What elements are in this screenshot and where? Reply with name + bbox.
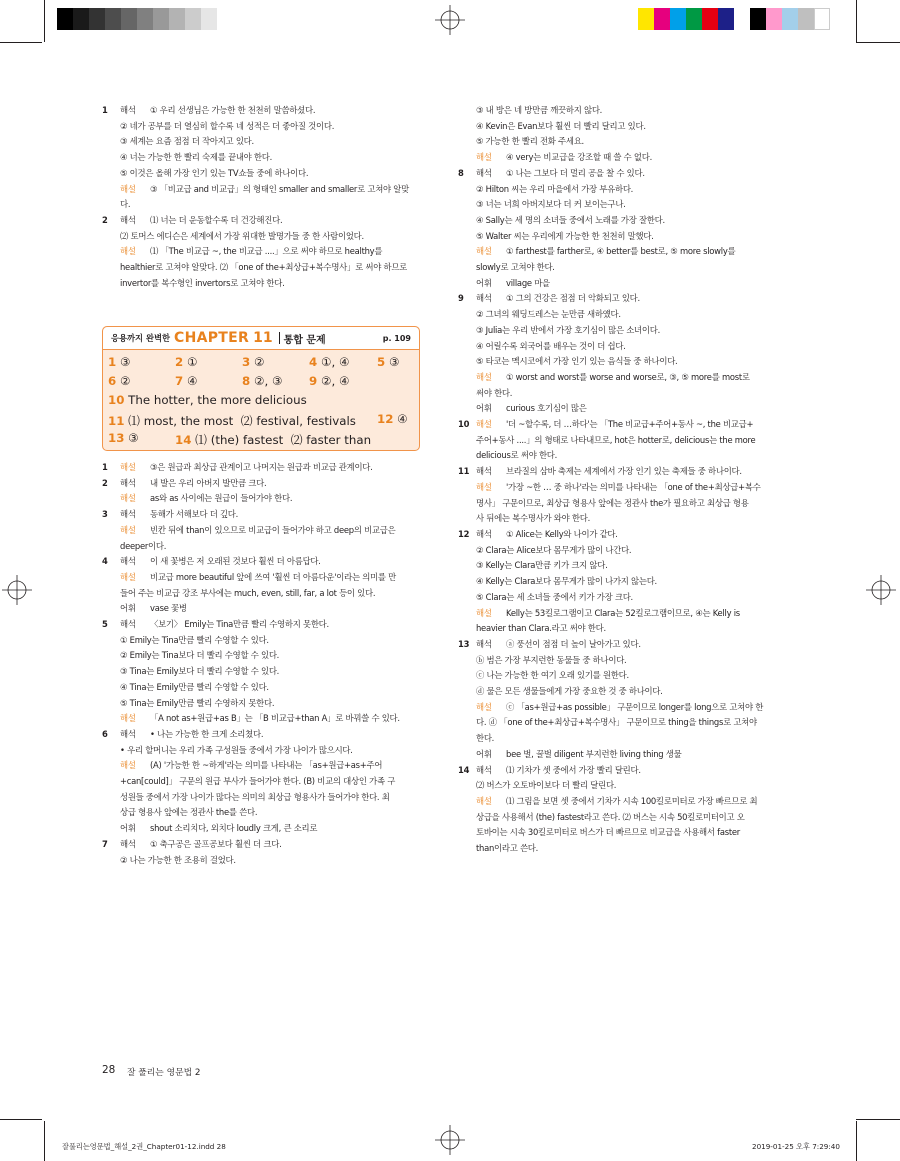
text-line: ⑤ 가능한 한 빨리 전화 주세요.	[476, 136, 584, 147]
explanation-item-3	[102, 507, 422, 523]
explanation-item-5	[102, 617, 422, 633]
text-line: ② 그녀의 웨딩드레스는 눈만큼 새하얬다.	[476, 309, 621, 320]
answer-number: 10	[108, 393, 125, 407]
color-bar-grayscale	[57, 8, 217, 30]
label-explanation: 해설	[120, 571, 136, 582]
answer-key	[377, 355, 400, 369]
label-vocabulary: 어휘	[120, 603, 136, 614]
explanation-item-6	[102, 727, 422, 743]
text-line: ③ 세계는 요즘 점점 더 작아지고 있다.	[120, 136, 254, 147]
item-number: 11	[458, 466, 470, 477]
registration-mark-top	[435, 5, 465, 35]
text-line: ① 나는 그보다 더 멀리 공을 찰 수 있다.	[506, 167, 645, 178]
answer-key	[309, 355, 350, 369]
text-line: healthier로 고쳐야 알맞다. ⑵ 「one of the+최상급+복수명사」로 써야 하므로	[120, 262, 408, 273]
text-line: invertor를 복수형인 invertors로 고쳐야 한다.	[120, 277, 285, 288]
answer-value: ③	[128, 431, 139, 445]
text-line: 주어+동사 ....」의 형태로 나타내므로, hot은 hotter로, delicious는 the more	[476, 434, 756, 445]
label-explanation: 해설	[476, 152, 492, 163]
right-column	[458, 103, 778, 857]
text-line: ① 우리 선생님은 가능한 한 천천히 말씀하셨다.	[150, 105, 316, 115]
swatch	[782, 8, 798, 30]
answer-value: ④	[186, 374, 198, 388]
trim-mark	[0, 1119, 42, 1120]
text-line: ⑤ Tina는 Emily만큼 빨리 수영하지 못한다.	[120, 697, 275, 708]
answer-value: ②, ③	[253, 374, 283, 388]
text-line: ⑤ 타코는 멕시코에서 가장 인기 있는 음식들 중 하나이다.	[476, 356, 678, 367]
explanation	[458, 244, 778, 260]
text-line: ⑴ 너는 더 운동할수록 더 건강해진다.	[150, 214, 283, 225]
answer-key-row-1	[108, 355, 131, 369]
label-translation: 해석	[120, 214, 136, 225]
text-line: 다. ⓓ 「one of the+최상급+복수명사」 구문이므로 thing을 things로 고쳐야	[476, 717, 757, 728]
text-line: ⑴ 기차가 셋 중에서 가장 빨리 달린다.	[506, 764, 641, 775]
answer-number: 5	[377, 355, 386, 369]
explanation	[102, 711, 422, 727]
item-number: 6	[102, 728, 108, 739]
trim-mark	[856, 0, 857, 42]
item-number: 8	[458, 167, 464, 178]
text-line: ⑴ 「The 비교급 ~, the 비교급 ....」으로 써야 하므로 healthy를	[150, 246, 383, 257]
text-line: ⑵ 토머스 에디슨은 세계에서 가장 위대한 발명가들 중 한 사람이었다.	[120, 230, 364, 241]
text-line: ② Clara는 Alice보다 몸무게가 많이 나간다.	[476, 544, 632, 555]
explanation	[102, 758, 422, 774]
swatch	[638, 8, 654, 30]
text-line: ⑴ 그림을 보면 셋 중에서 기차가 시속 100킬로미터로 가장 빠르므로 최	[506, 795, 758, 806]
trim-mark	[856, 1121, 857, 1161]
text-line: '더 ~할수록, 더 …하다'는 「The 비교급+주어+동사 ~, the 비교급+	[506, 419, 754, 430]
label-explanation: 해설	[120, 713, 136, 724]
text-line: ③ 너는 너희 아버지보다 더 커 보이는구나.	[476, 199, 626, 210]
text-line: ⓐ 풍선이 점점 더 높이 날아가고 있다.	[506, 638, 641, 649]
text-line: bee 벌, 꿀벌 diligent 부지런한 living thing 생물	[506, 748, 682, 759]
text-line: heavier than Clara.라고 써야 한다.	[476, 623, 606, 634]
swatch	[57, 8, 73, 30]
label-translation: 해석	[476, 466, 492, 477]
text-line: ④ 어릴수록 외국어를 배우는 것이 더 쉽다.	[476, 340, 626, 351]
text-line: 〈보기〉 Emily는 Tina만큼 빨리 수영하지 못한다.	[150, 619, 329, 630]
label-explanation: 해설	[120, 462, 136, 472]
text-line: ③은 원급과 최상급 관계이고 나머지는 원급과 비교급 관계이다.	[150, 462, 373, 472]
answer-value: The hotter, the more delicious	[128, 393, 307, 407]
answer-key	[377, 412, 408, 426]
text-line: ⓒ 「as+원급+as possible」 구문이므로 longer를 long으로 고쳐야 한	[506, 701, 764, 712]
swatch	[153, 8, 169, 30]
text-line: ④ Kelly는 Clara보다 몸무게가 많이 나가지 않는다.	[476, 576, 657, 587]
text-line: 브라질의 삼바 축제는 세계에서 가장 인기 있는 축제들 중 하나이다.	[506, 466, 742, 477]
text-line: ③ 내 방은 네 방만큼 깨끗하지 않다.	[476, 105, 603, 115]
text-line: • 나는 가능한 한 크게 소리쳤다.	[150, 728, 264, 739]
swatch	[169, 8, 185, 30]
text-line: delicious로 써야 한다.	[476, 450, 558, 461]
text-line: ④ Tina는 Emily만큼 빨리 수영할 수 있다.	[120, 681, 269, 692]
answer-value: ④	[397, 412, 408, 426]
label-explanation: 해설	[120, 493, 136, 504]
swatch	[686, 8, 702, 30]
explanation-item-2	[102, 476, 422, 492]
item-number: 5	[102, 619, 108, 630]
answer-key	[175, 355, 198, 369]
explanation	[458, 150, 778, 166]
answer-key	[309, 374, 350, 388]
label-translation: 해석	[476, 167, 492, 178]
swatch	[718, 8, 734, 30]
vocabulary	[458, 747, 778, 763]
swatch	[185, 8, 201, 30]
file-slug: 잘풀리는영문법_해설_2권_Chapter01-12.indd 28	[62, 1142, 226, 1151]
text-line: ④ Sally는 세 명의 소녀들 중에서 노래를 가장 잘한다.	[476, 214, 665, 225]
vocabulary	[458, 401, 778, 417]
text-line: • 우리 할머니는 우리 가족 구성원들 중에서 가장 나이가 많으시다.	[120, 744, 353, 755]
text-line: ③ Julia는 우리 반에서 가장 호기심이 많은 소녀이다.	[476, 324, 660, 335]
explanation-item-11	[458, 464, 778, 480]
swatch	[814, 8, 830, 30]
text-line: ③ Tina는 Emily보다 더 빨리 수영할 수 있다.	[120, 666, 280, 677]
answer-value: ③	[388, 355, 400, 369]
text-line: Kelly는 53킬로그램이고 Clara는 52킬로그램이므로, ④는 Kelly is	[506, 607, 740, 618]
text-line: ① worst and worst를 worse and worse로, ③, ⑤ more를 most로	[506, 371, 750, 382]
trim-mark	[0, 42, 42, 43]
swatch	[670, 8, 686, 30]
text-line: 상급 형용사 앞에는 정관사 the를 쓴다.	[120, 807, 258, 818]
label-translation: 해석	[120, 105, 136, 115]
label-explanation: 해설	[476, 701, 492, 712]
text-line: 동해가 서해보다 더 깊다.	[150, 509, 239, 520]
answer-item-1	[102, 103, 422, 119]
text-line: than이라고 쓴다.	[476, 843, 539, 854]
registration-mark-left	[2, 575, 32, 605]
answer-value: ②, ④	[320, 374, 350, 388]
text-line: 사 뒤에는 복수명사가 와야 한다.	[476, 513, 590, 524]
item-number: 13	[458, 638, 470, 649]
text-line: 내 발은 우리 아버지 발만큼 크다.	[150, 477, 267, 488]
page-reference: p. 109	[382, 333, 411, 343]
text-line: +can[could]」 구문의 원급 부사가 들어가야 한다. (B) 비교의 대상인 가족 구	[120, 776, 396, 787]
trim-mark	[856, 42, 900, 43]
left-column-top	[102, 103, 422, 291]
answer-number: 12	[377, 412, 394, 426]
item-number: 1	[102, 105, 108, 115]
explanation-item-12	[458, 527, 778, 543]
answer-item-2	[102, 213, 422, 229]
chapter-number: 11	[253, 330, 273, 346]
answer-value: ②	[253, 355, 265, 369]
label-explanation: 해설	[120, 524, 136, 535]
text-line: ⑤ Walter 씨는 우리에게 가능한 한 천천히 말했다.	[476, 230, 654, 241]
explanation	[458, 794, 778, 810]
book-title: 잘 풀리는 영문법 2	[127, 1068, 201, 1078]
explanation-item-9	[458, 291, 778, 307]
text-line: ② 네가 공부를 더 열심히 할수록 네 성적은 더 좋아질 것이다.	[120, 120, 335, 131]
date-slug: 2019-01-25 오후 7:29:40	[752, 1142, 840, 1151]
chapter-title: CHAPTER	[174, 330, 250, 346]
answer-number: 11	[108, 414, 125, 428]
vocabulary	[102, 821, 422, 837]
text-line: ④ Kevin은 Evan보다 훨씬 더 빨리 달리고 있다.	[476, 120, 646, 131]
text-line: ⓑ 범은 가장 부지런한 동물들 중 하나이다.	[476, 654, 627, 665]
label-translation: 해석	[476, 764, 492, 775]
answer-key	[175, 431, 371, 448]
text-line: 이 새 꽃병은 저 오래된 것보다 훨씬 더 아름답다.	[150, 556, 321, 567]
vocabulary	[458, 276, 778, 292]
swatch	[798, 8, 814, 30]
item-number: 1	[102, 462, 108, 472]
text-line: 명사」 구문이므로, 최상급 형용사 앞에는 정관사 the가 필요하고 최상급 형용	[476, 497, 749, 508]
label-explanation: 해설	[476, 246, 492, 257]
text-line: as와 as 사이에는 원급이 들어가야 한다.	[150, 493, 293, 504]
answer-value: ①	[186, 355, 198, 369]
answer-key	[242, 374, 283, 388]
answer-number: 9	[309, 374, 318, 388]
label-translation: 해석	[476, 293, 492, 304]
answer-value: ③	[119, 355, 131, 369]
label-explanation: 해설	[120, 760, 136, 771]
swatch	[121, 8, 137, 30]
text-line: ③ 「비교급 and 비교급」의 형태인 smaller and smaller로 고쳐야 알맞	[150, 183, 409, 194]
label-explanation: 해설	[476, 481, 492, 492]
chapter-name: 통합 문제	[283, 334, 326, 346]
answer-value: ⑵ festival, festivals	[240, 414, 356, 428]
explanation	[458, 700, 778, 716]
chapter-subtitle: 응용까지 완벽한	[111, 333, 170, 343]
swatch	[89, 8, 105, 30]
item-number: 4	[102, 556, 108, 567]
divider	[279, 332, 280, 344]
answer-value: ⑴ most, the most	[128, 414, 234, 428]
answer-number: 13	[108, 431, 125, 445]
text-line: ① Alice는 Kelly와 나이가 같다.	[506, 528, 618, 539]
explanation	[458, 606, 778, 622]
text-line: curious 호기심이 많은	[506, 403, 587, 414]
text-line: 비교급 more beautiful 앞에 쓰여 '훨씬 더 아름다운'이라는 의미를 만	[150, 571, 397, 582]
answer-value: ⑴ (the) fastest	[195, 433, 284, 447]
label-translation: 해석	[120, 477, 136, 488]
trim-mark	[44, 1121, 45, 1161]
text-line: shout 소리치다, 외치다 loudly 크게, 큰 소리로	[150, 823, 318, 834]
text-line: ⑤ 이것은 올해 가장 인기 있는 TV쇼들 중에 하나이다.	[120, 167, 309, 178]
explanation-item-8	[458, 166, 778, 182]
explanation-item-4	[102, 554, 422, 570]
text-line: ⓓ 물은 모든 생물들에게 가장 중요한 것 중 하나이다.	[476, 686, 663, 697]
label-vocabulary: 어휘	[120, 823, 136, 834]
answer-key	[108, 412, 356, 429]
text-line: 다.	[120, 199, 131, 210]
item-number: 12	[458, 528, 470, 539]
color-bar-process	[638, 8, 830, 30]
item-number: 3	[102, 509, 108, 520]
left-column-bottom	[102, 460, 422, 868]
answer-number: 1	[108, 355, 117, 369]
swatch	[73, 8, 89, 30]
vocabulary	[102, 601, 422, 617]
label-translation: 해석	[120, 509, 136, 520]
text-line: 빈칸 뒤에 than이 있으므로 비교급이 들어가야 하고 deep의 비교급은	[150, 524, 396, 535]
text-line: deeper이다.	[120, 540, 167, 551]
text-line: (A) '가능한 한 ~하게'라는 의미를 나타내는 「as+원급+as+주어	[150, 760, 383, 771]
label-explanation: 해설	[120, 183, 136, 194]
answer-number: 7	[175, 374, 184, 388]
explanation-item-14	[458, 763, 778, 779]
explanation-item-10	[458, 417, 778, 433]
answer-value: ②	[119, 374, 131, 388]
answer-number: 14	[175, 433, 192, 447]
answer-number: 2	[175, 355, 184, 369]
trim-mark	[44, 0, 45, 42]
text-line: ② Hilton 씨는 우리 마을에서 가장 부유하다.	[476, 183, 634, 194]
explanation	[458, 370, 778, 386]
text-line: 상급을 사용해서 (the) fastest라고 쓴다. ⑵ 버스는 시속 50킬로미터이고 오	[476, 811, 745, 822]
text-line: ⓒ 나는 가능한 한 여기 오래 있기를 원한다.	[476, 670, 629, 681]
registration-mark-right	[866, 575, 896, 605]
swatch	[137, 8, 153, 30]
answer-key	[108, 374, 131, 388]
text-line: '가장 ~한 … 중 하나'라는 의미를 나타내는 「one of the+최상급+복수	[506, 481, 761, 492]
text-line: ① 축구공은 골프공보다 훨씬 더 크다.	[150, 838, 282, 849]
text-line: 써야 한다.	[476, 387, 513, 398]
explanation	[102, 523, 422, 539]
text-line: 들어 주는 비교급 강조 부사에는 much, even, still, far, a lot 등이 있다.	[120, 587, 376, 598]
label-translation: 해석	[120, 556, 136, 567]
item-number: 14	[458, 764, 470, 775]
explanation	[102, 570, 422, 586]
label-translation: 해석	[476, 528, 492, 539]
label-translation: 해석	[120, 619, 136, 630]
swatch	[654, 8, 670, 30]
text-line: ② 나는 가능한 한 조용히 걸었다.	[120, 854, 236, 865]
label-vocabulary: 어휘	[476, 403, 492, 414]
label-vocabulary: 어휘	[476, 277, 492, 288]
label-explanation: 해설	[476, 419, 492, 430]
answer-value: ⑵ faster than	[290, 433, 372, 447]
text-line: ③ Kelly는 Clara만큼 키가 크지 않다.	[476, 560, 608, 571]
text-line: ④ very는 비교급을 강조할 때 쓸 수 없다.	[506, 152, 652, 163]
text-line: village 마을	[506, 277, 550, 288]
label-explanation: 해설	[476, 607, 492, 618]
item-number: 9	[458, 293, 464, 304]
explanation	[102, 491, 422, 507]
registration-mark-bottom	[435, 1125, 465, 1155]
text-line: 「A not as+원급+as B」는 「B 비교급+than A」로 바꿔쓸 수 있다.	[150, 713, 400, 724]
swatch	[201, 8, 217, 30]
explanation	[458, 480, 778, 496]
answer-number: 4	[309, 355, 318, 369]
text-line: ① farthest를 farther로, ④ better를 best로, ⑤ more slowly를	[506, 246, 736, 257]
label-translation: 해석	[476, 638, 492, 649]
item-number: 10	[458, 419, 470, 430]
answer-value: ①, ④	[320, 355, 350, 369]
label-translation: 해석	[120, 838, 136, 849]
chapter-header	[103, 327, 419, 350]
explanation-item-7	[102, 837, 422, 853]
swatch	[734, 8, 750, 30]
label-explanation: 해설	[476, 371, 492, 382]
text-line: ① Emily는 Tina만큼 빨리 수영할 수 있다.	[120, 634, 269, 645]
answer-key	[175, 374, 198, 388]
text-line: vase 꽃병	[150, 603, 187, 614]
text-line: ② Emily는 Tina보다 더 빨리 수영할 수 있다.	[120, 650, 280, 661]
swatch	[750, 8, 766, 30]
answer-number: 6	[108, 374, 117, 388]
text-line: 한다.	[476, 733, 495, 744]
label-explanation: 해설	[476, 795, 492, 806]
answer-key	[108, 431, 139, 445]
text-line: ⑵ 버스가 오토바이보다 더 빨리 달린다.	[476, 780, 617, 791]
page-number: 28	[102, 1064, 116, 1076]
swatch	[702, 8, 718, 30]
answer-key	[242, 355, 265, 369]
swatch	[766, 8, 782, 30]
text-line: 성원들 중에서 가장 나이가 많다는 의미의 최상급 형용사가 들어가야 한다. 최	[120, 791, 390, 802]
item-number: 2	[102, 477, 108, 488]
explanation-item-13	[458, 637, 778, 653]
text-line: slowly로 고쳐야 한다.	[476, 262, 555, 273]
answer-number: 3	[242, 355, 251, 369]
label-vocabulary: 어휘	[476, 748, 492, 759]
swatch	[105, 8, 121, 30]
label-explanation: 해설	[120, 246, 136, 257]
item-number: 7	[102, 838, 108, 849]
trim-mark	[856, 1119, 900, 1120]
text-line: ① 그의 건강은 점점 더 악화되고 있다.	[506, 293, 640, 304]
text-line: ④ 너는 가능한 한 빨리 숙제를 끝내야 한다.	[120, 152, 272, 163]
item-number: 2	[102, 214, 108, 225]
text-line: ⑤ Clara는 세 소녀들 중에서 키가 가장 크다.	[476, 591, 633, 602]
explanation	[102, 244, 422, 260]
explanation	[102, 182, 422, 198]
explanation-item-1	[102, 460, 422, 476]
answer-number: 8	[242, 374, 251, 388]
label-translation: 해석	[120, 728, 136, 739]
text-line: 토바이는 시속 30킬로미터로 버스가 더 빠르므로 비교급을 사용해서 faster	[476, 827, 740, 838]
answer-key	[108, 393, 307, 407]
